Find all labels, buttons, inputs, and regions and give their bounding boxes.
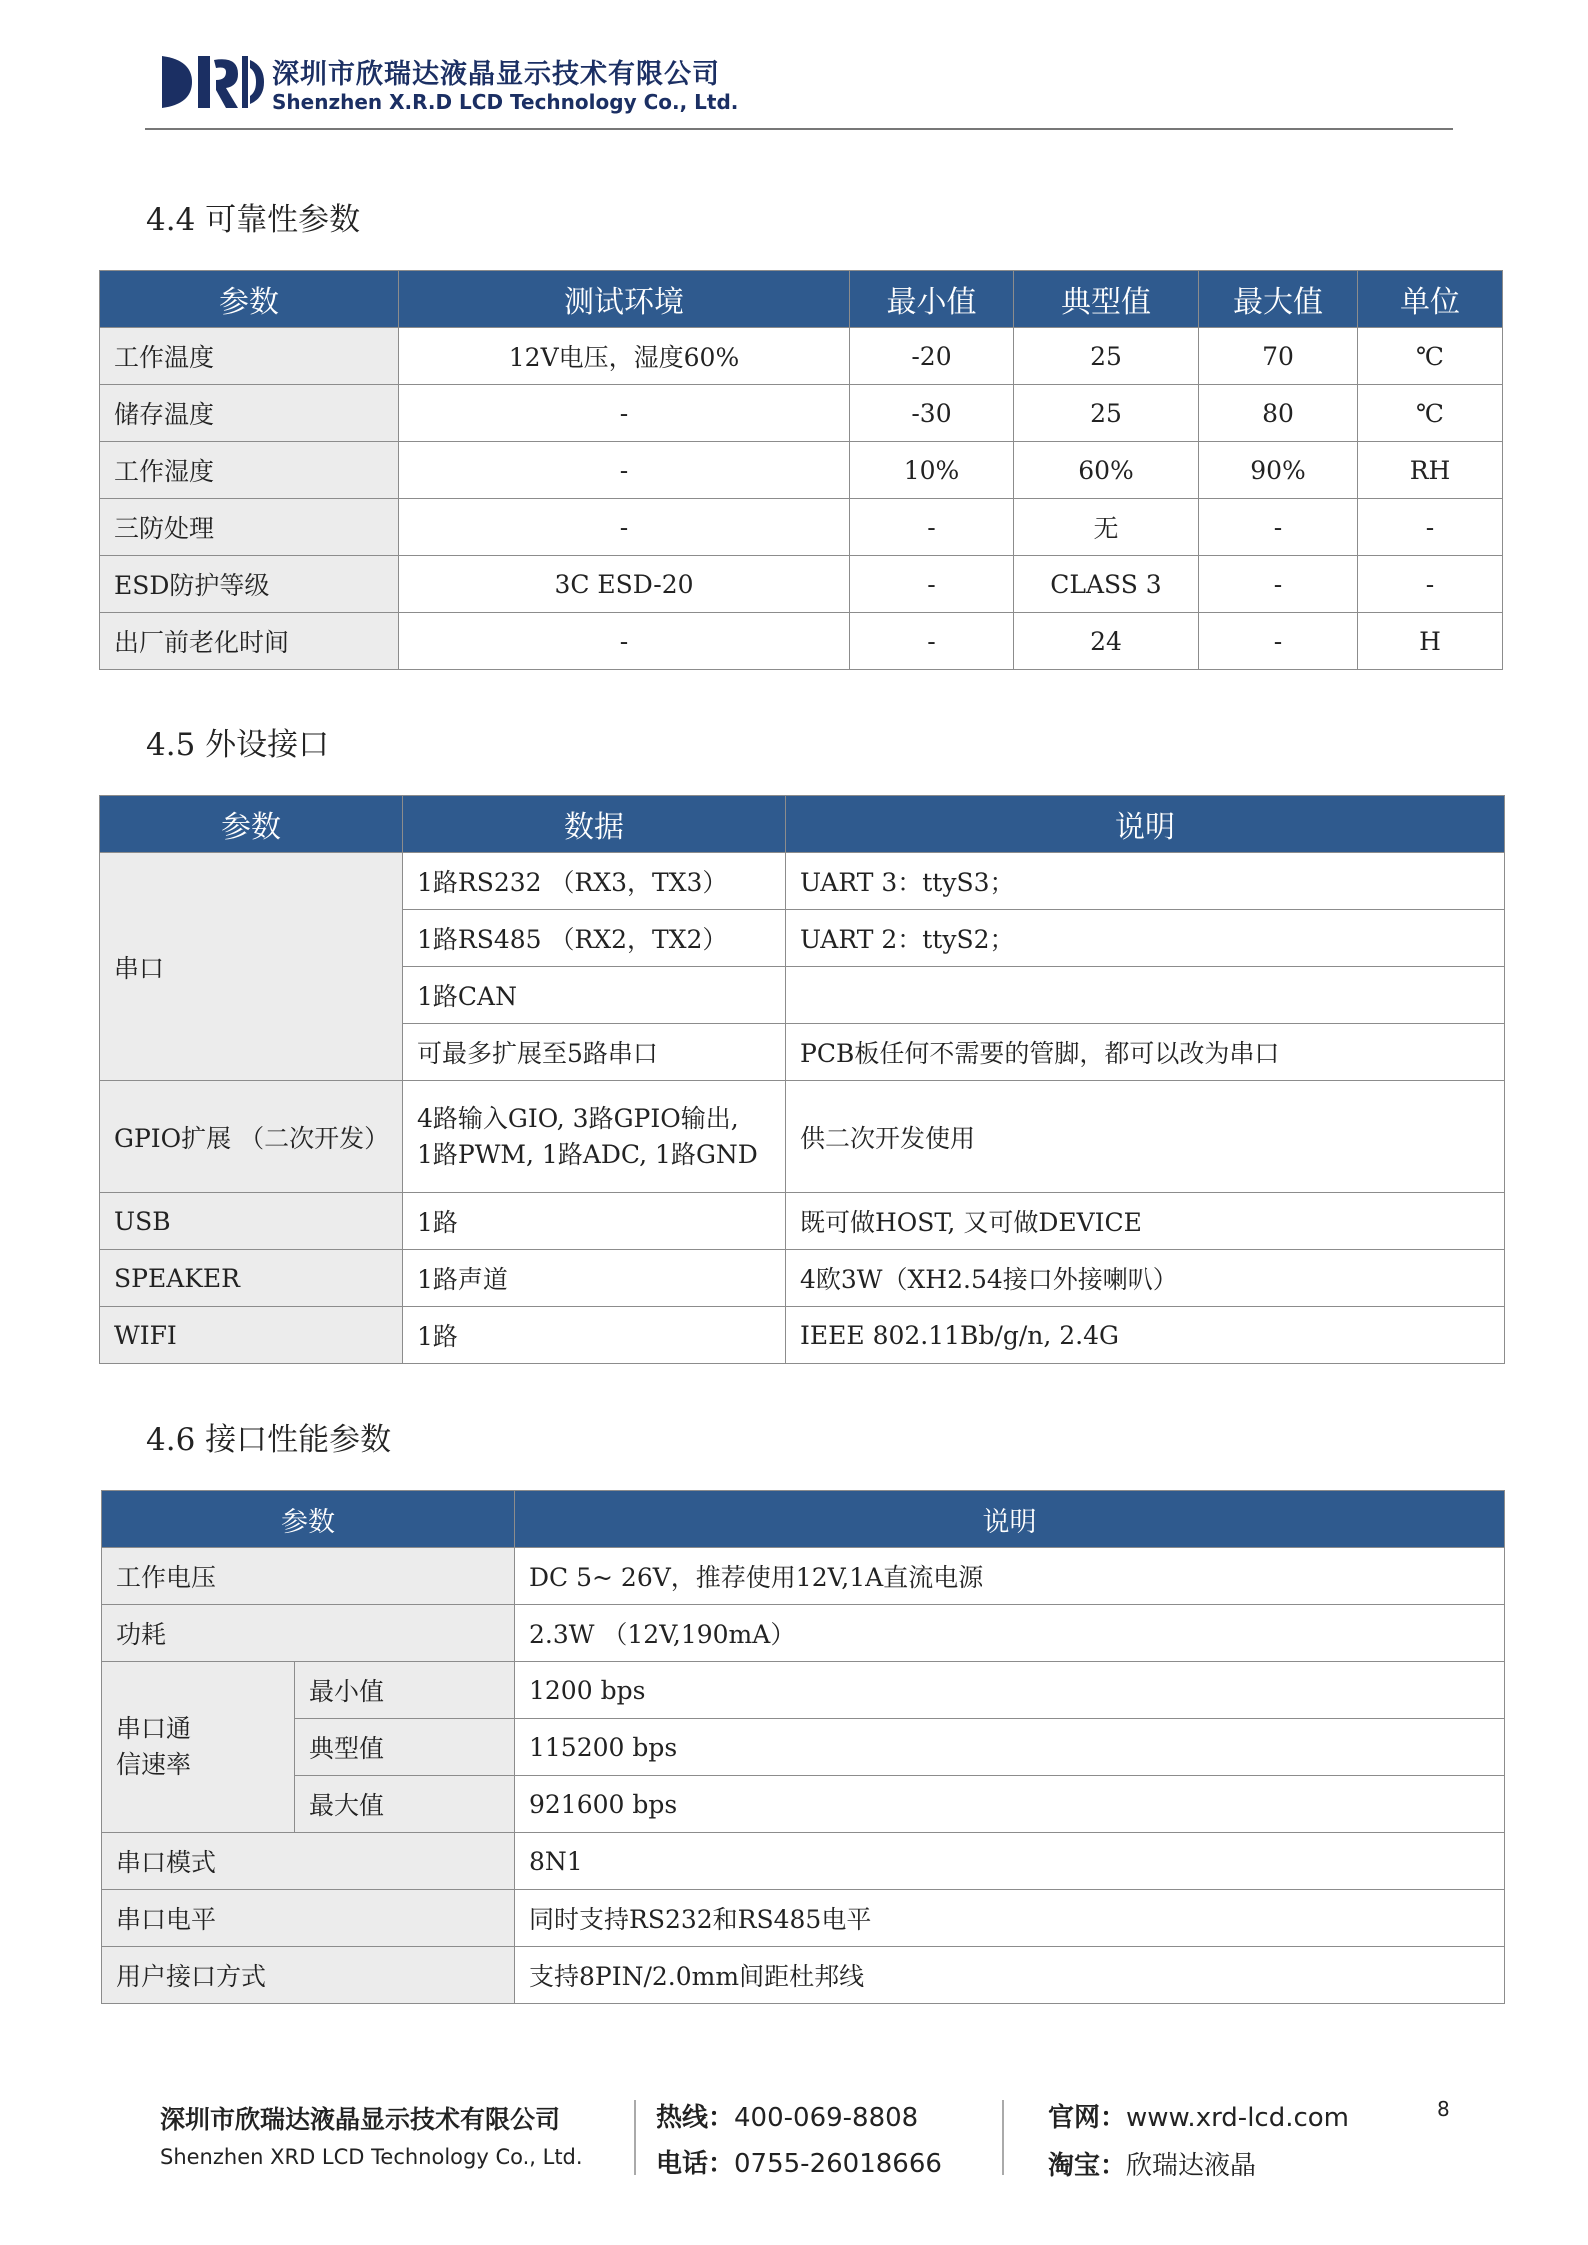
table-cell: 921600 bps: [515, 1776, 1505, 1833]
gpio-data-line: 1路PWM, 1路ADC, 1路GND: [417, 1139, 758, 1169]
table-row: [100, 1250, 1505, 1307]
table-row: [100, 385, 1503, 442]
table-cell: 供二次开发使用: [786, 1081, 1505, 1193]
table-row: [102, 1890, 1505, 1947]
table-cell: 10%: [850, 442, 1014, 499]
table-cell: 25: [1014, 385, 1199, 442]
table-cell: 1路声道: [403, 1250, 786, 1307]
table-cell: UART 3：ttyS3；: [786, 853, 1505, 910]
table-cell: 1路: [403, 1193, 786, 1250]
col-header: 参数: [102, 1491, 515, 1548]
col-header: 参数: [100, 271, 399, 328]
phone-label: 电话：: [656, 2149, 735, 2179]
row-label: WIFI: [100, 1307, 403, 1364]
col-header: 最大值: [1199, 271, 1358, 328]
table-row: [102, 1776, 1505, 1833]
reliability-table: [99, 270, 1503, 670]
table-row: [100, 1307, 1505, 1364]
table-cell: 1路: [403, 1307, 786, 1364]
table-cell: CLASS 3: [1014, 556, 1199, 613]
table-cell: 无: [1014, 499, 1199, 556]
col-header: 数据: [403, 796, 786, 853]
table-cell: DC 5~ 26V，推荐使用12V,1A直流电源: [515, 1548, 1505, 1605]
hotline-label: 热线：: [656, 2103, 735, 2133]
website-label: 官网：: [1048, 2103, 1127, 2133]
col-header: 参数: [100, 796, 403, 853]
table-cell: 80: [1199, 385, 1358, 442]
row-label: 功耗: [102, 1605, 515, 1662]
table-row: [100, 499, 1503, 556]
table-cell: 支持8PIN/2.0mm间距杜邦线: [515, 1947, 1505, 2004]
row-label: 工作温度: [100, 328, 399, 385]
table-row: [102, 1719, 1505, 1776]
website-link[interactable]: www.xrd-lcd.com: [1126, 2103, 1350, 2133]
baud-label-line: 信速率: [116, 1750, 192, 1779]
footer-divider: [634, 2100, 636, 2175]
interface-performance-table: [101, 1490, 1505, 2004]
table-cell: -: [1199, 613, 1358, 670]
row-sublabel: 典型值: [295, 1719, 515, 1776]
table-cell: 1路RS485 （RX2，TX2）: [403, 910, 786, 967]
table-cell: 70: [1199, 328, 1358, 385]
table-header-row: [102, 1491, 1505, 1548]
table-cell: RH: [1358, 442, 1503, 499]
table-cell: UART 2：ttyS2；: [786, 910, 1505, 967]
table-row: [100, 556, 1503, 613]
col-header: 典型值: [1014, 271, 1199, 328]
table-cell: -20: [850, 328, 1014, 385]
table-row: [100, 442, 1503, 499]
table-cell: H: [1358, 613, 1503, 670]
table-cell: 24: [1014, 613, 1199, 670]
table-cell: 可最多扩展至5路串口: [403, 1024, 786, 1081]
table-header-row: [100, 271, 1503, 328]
table-cell: -: [850, 613, 1014, 670]
baud-label-line: 串口通: [116, 1714, 192, 1743]
table-row: [102, 1548, 1505, 1605]
table-cell: -: [1358, 556, 1503, 613]
header-company-en: Shenzhen X.R.D LCD Technology Co., Ltd.: [272, 90, 739, 114]
row-label: ESD防护等级: [100, 556, 399, 613]
table-cell: 既可做HOST, 又可做DEVICE: [786, 1193, 1505, 1250]
table-cell: 1路CAN: [403, 967, 786, 1024]
row-label: USB: [100, 1193, 403, 1250]
table-cell: -: [399, 385, 850, 442]
row-label: SPEAKER: [100, 1250, 403, 1307]
table-cell: 1路RS232 （RX3，TX3）: [403, 853, 786, 910]
row-label-baud-rate: [102, 1662, 295, 1833]
table-cell: [786, 967, 1505, 1024]
hotline-value: 400-069-8808: [734, 2103, 919, 2133]
footer-company-en: Shenzhen XRD LCD Technology Co., Ltd.: [160, 2145, 583, 2169]
table-row: [102, 1947, 1505, 2004]
table-cell: ℃: [1358, 328, 1503, 385]
table-cell: 8N1: [515, 1833, 1505, 1890]
table-row: [102, 1833, 1505, 1890]
table-cell: 115200 bps: [515, 1719, 1505, 1776]
section-title-interface-perf: 4.6 接口性能参数: [146, 1422, 392, 1458]
footer-website: [1048, 2097, 1349, 2134]
table-cell: 1200 bps: [515, 1662, 1505, 1719]
table-row: [102, 1605, 1505, 1662]
row-label: 用户接口方式: [102, 1947, 515, 2004]
row-label: 工作湿度: [100, 442, 399, 499]
row-label: 三防处理: [100, 499, 399, 556]
table-cell: 同时支持RS232和RS485电平: [515, 1890, 1505, 1947]
row-label-gpio: GPIO扩展 （二次开发）: [100, 1081, 403, 1193]
row-sublabel: 最大值: [295, 1776, 515, 1833]
row-label: 工作电压: [102, 1548, 515, 1605]
row-label: 串口模式: [102, 1833, 515, 1890]
peripheral-table: [99, 795, 1505, 1364]
table-cell: -: [850, 556, 1014, 613]
table-row: [100, 328, 1503, 385]
gpio-data-cell: [403, 1081, 786, 1193]
footer-taobao: [1048, 2145, 1256, 2182]
table-cell: -: [1199, 556, 1358, 613]
row-label: 串口电平: [102, 1890, 515, 1947]
footer-phone: [656, 2143, 942, 2180]
col-header: 测试环境: [399, 271, 850, 328]
table-row: [102, 1662, 1505, 1719]
footer-company-cn: 深圳市欣瑞达液晶显示技术有限公司: [160, 2105, 561, 2134]
table-cell: 4欧3W（XH2.54接口外接喇叭）: [786, 1250, 1505, 1307]
table-row: [100, 1081, 1505, 1193]
table-cell: -: [1358, 499, 1503, 556]
row-label: 储存温度: [100, 385, 399, 442]
table-cell: IEEE 802.11Bb/g/n, 2.4G: [786, 1307, 1505, 1364]
footer-hotline: [656, 2097, 918, 2134]
table-row: [100, 613, 1503, 670]
header-divider: [145, 128, 1453, 130]
row-label: 出厂前老化时间: [100, 613, 399, 670]
table-cell: 12V电压，湿度60%: [399, 328, 850, 385]
footer-divider: [1002, 2100, 1004, 2175]
gpio-data-line: 4路输入GIO, 3路GPIO输出,: [417, 1103, 739, 1133]
table-cell: -: [850, 499, 1014, 556]
table-cell: 25: [1014, 328, 1199, 385]
section-title-peripheral: 4.5 外设接口: [146, 727, 330, 763]
table-row: [100, 1193, 1505, 1250]
table-cell: -: [399, 613, 850, 670]
table-header-row: [100, 796, 1505, 853]
row-sublabel: 最小值: [295, 1662, 515, 1719]
section-title-reliability: 4.4 可靠性参数: [146, 202, 361, 238]
table-cell: 60%: [1014, 442, 1199, 499]
table-cell: -: [1199, 499, 1358, 556]
table-cell: 2.3W （12V,190mA）: [515, 1605, 1505, 1662]
table-cell: ℃: [1358, 385, 1503, 442]
company-logo: [158, 52, 266, 112]
row-label-serial: 串口: [100, 853, 403, 1081]
page-number: 8: [1437, 2097, 1450, 2121]
col-header: 单位: [1358, 271, 1503, 328]
phone-value: 0755-26018666: [734, 2149, 942, 2179]
table-row: [100, 853, 1505, 910]
table-cell: 90%: [1199, 442, 1358, 499]
table-cell: PCB板任何不需要的管脚，都可以改为串口: [786, 1024, 1505, 1081]
table-cell: -30: [850, 385, 1014, 442]
col-header: 最小值: [850, 271, 1014, 328]
col-header: 说明: [786, 796, 1505, 853]
table-cell: -: [399, 499, 850, 556]
header-company-cn: 深圳市欣瑞达液晶显示技术有限公司: [272, 59, 720, 90]
taobao-label: 淘宝：: [1048, 2151, 1127, 2181]
table-cell: 3C ESD-20: [399, 556, 850, 613]
table-cell: -: [399, 442, 850, 499]
taobao-value: 欣瑞达液晶: [1126, 2151, 1257, 2181]
col-header: 说明: [515, 1491, 1505, 1548]
